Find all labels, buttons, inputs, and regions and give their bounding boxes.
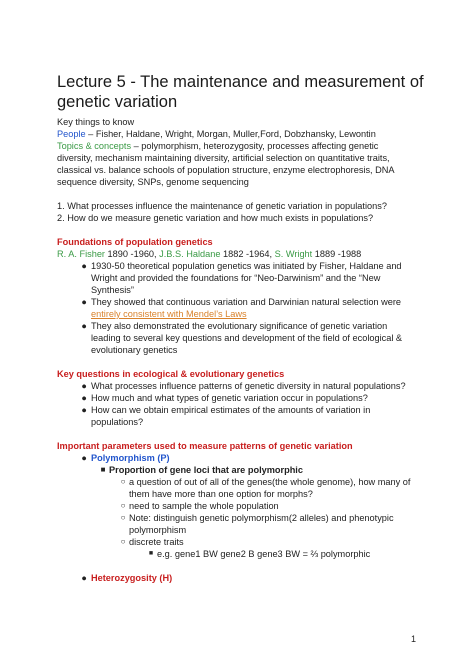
bullet-icon: ●	[81, 453, 87, 463]
square-bullet-icon: ■	[148, 550, 154, 557]
list-item	[97, 464, 417, 476]
list-item	[77, 452, 417, 464]
list-item: ● How can we obtain empirical estimates of the amounts of variation in populations?	[77, 404, 417, 428]
people-line	[57, 128, 417, 140]
question-1: 1. What processes influence the maintenance of genetic variation in populations?	[57, 201, 387, 211]
bullet-icon: ●	[81, 393, 87, 403]
mendel-laws-link[interactable]: entirely consistent with Mendel’s Laws	[91, 309, 247, 319]
topics-text: classical vs. balance schools of population structure, enzyme electrophoresis, DNA	[57, 165, 395, 175]
people-text: – Fisher, Haldane, Wright, Morgan, Muller,Ford, Dobzhansky, Lewontin	[85, 129, 376, 139]
list-item: ● How much and what types of genetic variation occur in populations?	[77, 392, 417, 404]
topics-text: sequence diversity, SNPs, genome sequencing	[57, 177, 249, 187]
list-item: ○ need to sample the whole population	[117, 500, 417, 512]
topics-block	[57, 140, 417, 188]
list-item: ○ a question of out of all of the genes(the whole genome), how many of them have more than one option for morphs?	[117, 476, 417, 500]
topics-text: – polymorphism, heterozygosity, processes affecting genetic	[131, 141, 379, 151]
list-item: ○ discrete traits	[117, 536, 417, 548]
heterozygosity-heading: Heterozygosity (H)	[91, 573, 173, 583]
circle-bullet-icon: ○	[120, 501, 126, 510]
page-title: Lecture 5 - The maintenance and measurement of genetic variation	[57, 73, 424, 111]
question-2: 2. How do we measure genetic variation and how much exists in populations?	[57, 213, 374, 223]
square-bullet-icon: ■	[100, 465, 106, 474]
circle-bullet-icon: ○	[120, 537, 126, 546]
list-item	[77, 572, 417, 584]
circle-bullet-icon: ○	[120, 513, 126, 522]
list-item: ● They showed that continuous variation and Darwinian natural selection were entirely consistent with Mendel’s Laws	[77, 296, 417, 320]
polymorphism-definition: Proportion of gene loci that are polymorphic	[109, 465, 303, 475]
bullet-icon: ●	[81, 321, 87, 331]
key-things-heading: Key things to know	[57, 117, 135, 127]
people-label: People	[57, 129, 86, 139]
founder-fisher: R. A. Fisher	[57, 249, 105, 259]
bullet-icon: ●	[81, 261, 87, 271]
bullet-icon: ●	[81, 381, 87, 391]
topics-label: Topics & concepts	[57, 141, 132, 151]
list-item: ● 1930-50 theoretical population genetics was initiated by Fisher, Haldane and Wright and provided the foundations for “Neo-Darwinism” and the “New Synthesis”	[77, 260, 417, 296]
polymorphism-heading: Polymorphism (P)	[91, 453, 170, 463]
key-questions-heading: Key questions in ecological & evolutionary genetics	[57, 369, 285, 379]
topics-text: diversity, mechanism maintaining diversity, artificial selection on quantitative traits,	[57, 153, 390, 163]
bullet-icon: ●	[81, 405, 87, 415]
list-item: ■ e.g. gene1 BW gene2 B gene3 BW = ⅔ polymorphic	[145, 548, 417, 560]
circle-bullet-icon: ○	[120, 477, 126, 486]
founders-line: R. A. Fisher 1890 -1960, J.B.S. Haldane 1882 -1964, S. Wright 1889 -1988	[57, 249, 362, 259]
foundations-heading: Foundations of population genetics	[57, 237, 213, 247]
parameters-heading: Important parameters used to measure patterns of genetic variation	[57, 441, 353, 451]
bullet-icon: ●	[81, 297, 87, 307]
page-number: 1	[411, 634, 417, 644]
list-item: ● What processes influence patterns of genetic diversity in natural populations?	[77, 380, 417, 392]
founder-wright: S. Wright	[274, 249, 313, 259]
bullet-icon: ●	[81, 573, 87, 583]
founder-haldane: J.B.S. Haldane	[159, 249, 221, 259]
list-item: ○ Note: distinguish genetic polymorphism(2 alleles) and phenotypic polymorphism	[117, 512, 417, 536]
document-body	[57, 116, 417, 584]
list-item: ● They also demonstrated the evolutionary significance of genetic variation leading to several key questions and development of the field of ecological & evolutionary genetics	[77, 320, 417, 356]
